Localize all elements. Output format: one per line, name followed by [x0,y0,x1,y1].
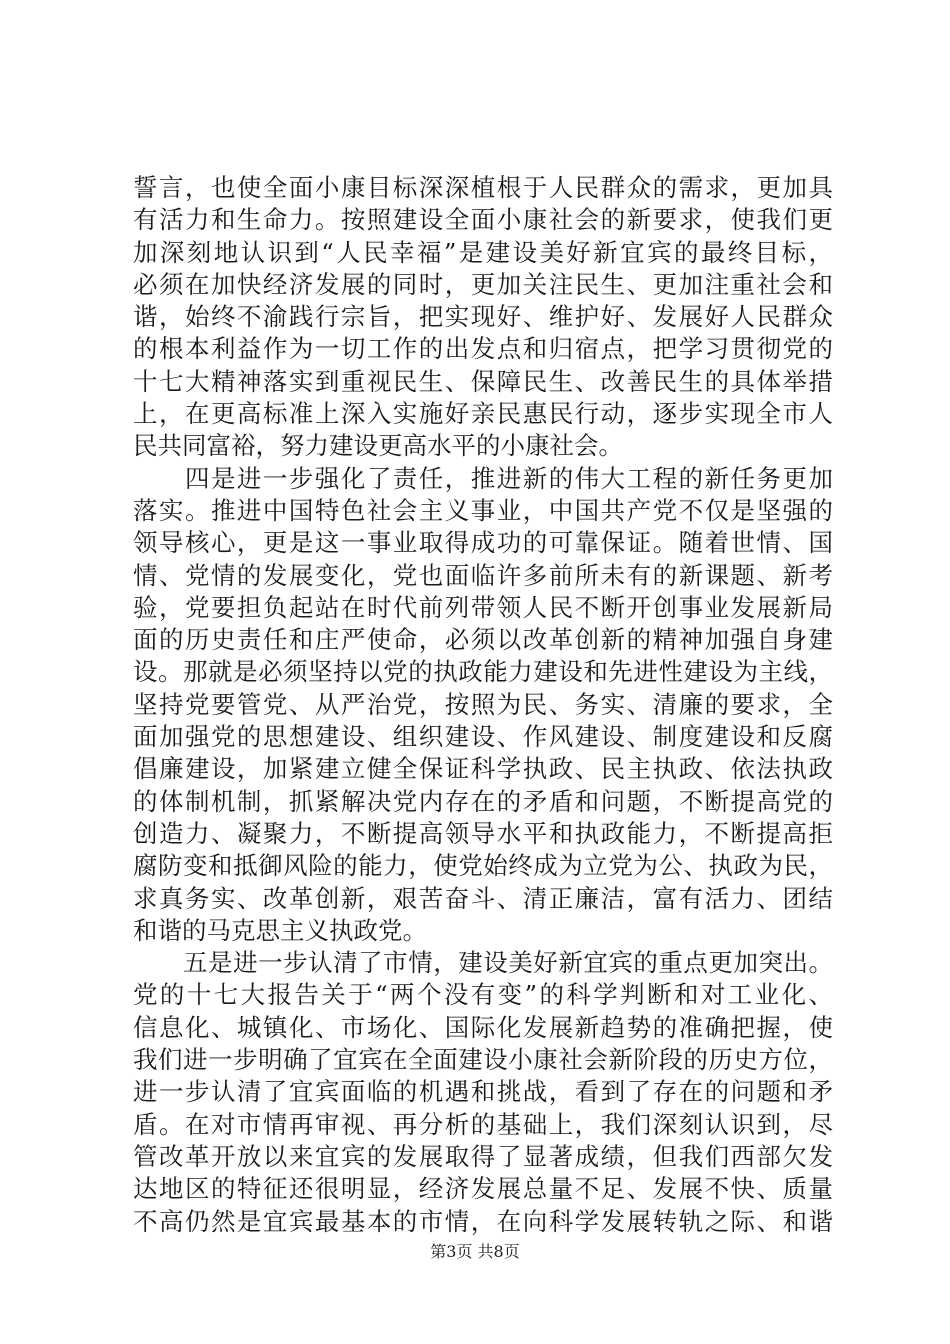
text-line: 情、党情的发展变化，党也面临许多前所未有的新课题、新考 [133,560,833,590]
text-line: 盾。在对市情再审视、再分析的基础上，我们深刻认识到，尽 [133,1109,833,1139]
text-line: 和谐的马克思主义执政党。 [133,915,427,945]
text-line: 管改革开放以来宜宾的发展取得了显著成绩，但我们西部欠发 [133,1141,833,1171]
text-line: 五是进一步认清了市情，建设美好新宜宾的重点更加突出。 [133,948,833,978]
text-line: 求真务实、改革创新，艰苦奋斗、清正廉洁，富有活力、团结 [133,883,833,913]
document-body [133,172,833,1238]
text-line: 十七大精神落实到重视民生、保障民生、改善民生的具体举措 [133,366,833,396]
text-line: 落实。推进中国特色社会主义事业，中国共产党不仅是坚强的 [133,495,833,525]
text-line: 谐，始终不渝践行宗旨，把实现好、维护好、发展好人民群众 [133,302,833,332]
text-line: 誓言，也使全面小康目标深深植根于人民群众的需求，更加具 [133,173,833,202]
text-line: 验，党要担负起站在时代前列带领人民不断开创事业发展新局 [133,592,833,622]
text-line: 不高仍然是宜宾最基本的市情，在向科学发展转轨之际、和谐 [133,1206,833,1236]
text-line: 倡廉建设，加紧建立健全保证科学执政、民主执政、依法执政 [133,754,833,784]
text-line: 面加强党的思想建设、组织建设、作风建设、制度建设和反腐 [133,722,833,752]
text-line: 的体制机制，抓紧解决党内存在的矛盾和问题，不断提高党的 [133,786,833,816]
text-line: 领导核心，更是这一事业取得成功的可靠保证。随着世情、国 [133,528,833,558]
text-line: 进一步认清了宜宾面临的机遇和挑战，看到了存在的问题和矛 [133,1077,833,1107]
text-line: 上，在更高标准上深入实施好亲民惠民行动，逐步实现全市人 [133,399,833,429]
text-line: 设。那就是必须坚持以党的执政能力建设和先进性建设为主线， [133,657,833,687]
text-line: 的根本利益作为一切工作的出发点和归宿点，把学习贯彻党的 [133,334,833,364]
text-line: 达地区的特征还很明显，经济发展总量不足、发展不快、质量 [133,1174,833,1204]
text-line: 腐防变和抵御风险的能力，使党始终成为立党为公、执政为民， [133,851,833,881]
text-line: 四是进一步强化了责任，推进新的伟大工程的新任务更加 [133,463,833,493]
text-line: 信息化、城镇化、市场化、国际化发展新趋势的准确把握，使 [133,1012,833,1042]
text-line: 民共同富裕，努力建设更高水平的小康社会。 [133,431,623,461]
text-line: 创造力、凝聚力，不断提高领导水平和执政能力，不断提高拒 [133,818,833,848]
text-line: 面的历史责任和庄严使命，必须以改革创新的精神加强自身建 [133,625,833,655]
text-line: 有活力和生命力。按照建设全面小康社会的新要求，使我们更 [133,205,833,235]
text-line: 加深刻地认识到“人民幸福”是建设美好新宜宾的最终目标， [133,237,833,267]
text-line: 党的十七大报告关于“两个没有变”的科学判断和对工业化、 [133,980,833,1010]
page-footer: 第3页 共8页 [430,1242,520,1261]
text-line: 必须在加快经济发展的同时，更加关注民生、更加注重社会和 [133,269,833,299]
text-line: 我们进一步明确了宜宾在全面建设小康社会新阶段的历史方位， [133,1045,833,1075]
text-line: 坚持党要管党、从严治党，按照为民、务实、清廉的要求，全 [133,689,833,719]
